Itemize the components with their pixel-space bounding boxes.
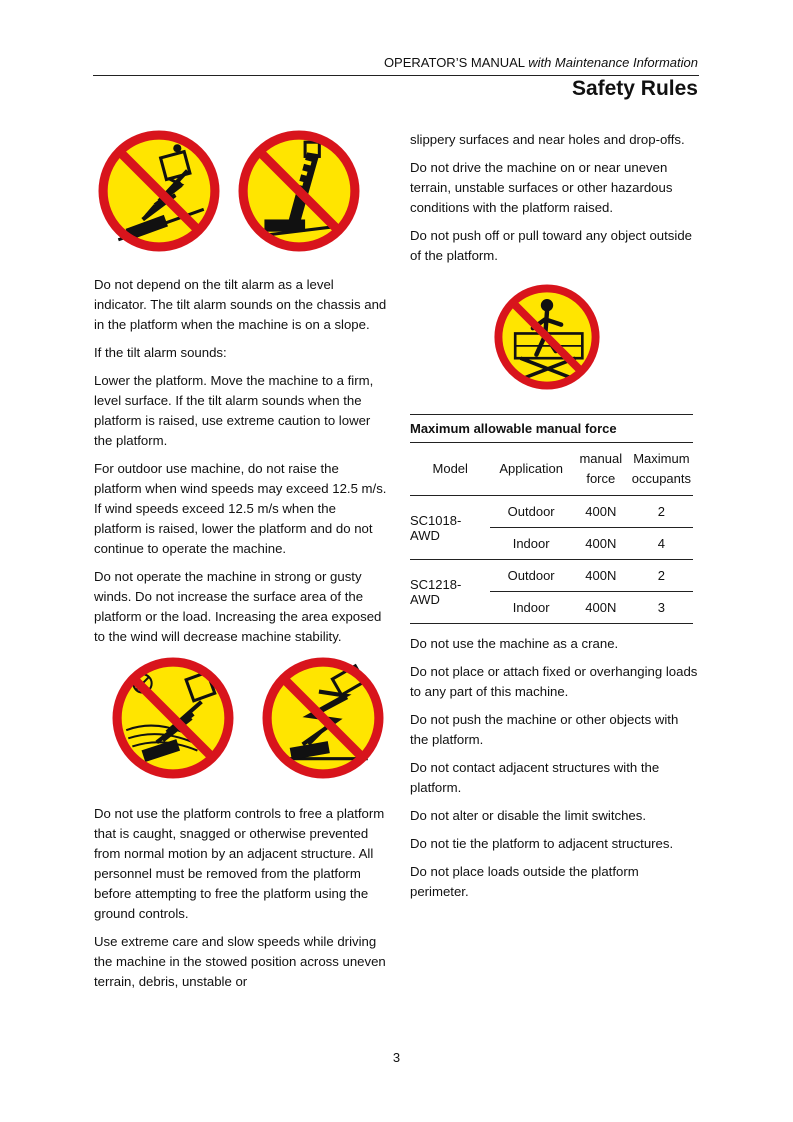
application-cell: Outdoor bbox=[490, 560, 571, 592]
occupants-cell: 2 bbox=[630, 496, 693, 528]
snagged-platform-paragraph: Do not use the platform controls to free a platform that is caught, snagged or otherwise prevented from normal motion by an adjacent structure. All personnel must be removed from the platform before attempting to free the platform using the ground controls. bbox=[94, 806, 385, 921]
model-cell: SC1218-AWD bbox=[410, 560, 490, 624]
application-cell: Indoor bbox=[490, 528, 571, 560]
uneven-terrain-paragraph: Do not drive the machine on or near uneven terrain, unstable surfaces or other hazardous conditions with the platform raised. bbox=[410, 160, 673, 215]
page-number: 3 bbox=[392, 1050, 401, 1065]
table-row bbox=[410, 496, 693, 528]
model-cell: SC1018-AWD bbox=[410, 496, 490, 560]
wind-warning-pictograms bbox=[112, 657, 387, 782]
tilt-warning-pictograms bbox=[98, 130, 387, 255]
manual-title-suffix: with Maintenance Information bbox=[528, 55, 698, 70]
col-occ-line1: Maximum bbox=[633, 451, 690, 466]
rule-crane: Do not use the machine as a crane. bbox=[410, 636, 619, 651]
wind-speed-paragraph: For outdoor use machine, do not raise the platform when wind speeds may exceed 12.5 m/s. If wind speeds exceed 12.5 m/s when the platform is raised, lower the platform and do not continue to operate the machine. bbox=[94, 461, 387, 556]
no-wind-operation-icon bbox=[112, 657, 234, 779]
application-cell: Outdoor bbox=[490, 496, 571, 528]
tilt-alarm-condition: If the tilt alarm sounds: bbox=[94, 345, 227, 360]
stowed-driving-paragraph: Use extreme care and slow speeds while driving the machine in the stowed position across uneven terrain, debris, unstable or bbox=[94, 934, 386, 989]
occupants-cell: 4 bbox=[630, 528, 693, 560]
left-column bbox=[94, 130, 387, 1000]
col-max-occupants bbox=[630, 443, 693, 496]
no-overload-icon bbox=[262, 657, 384, 779]
header-divider bbox=[93, 75, 699, 76]
tilt-alarm-action: Lower the platform. Move the machine to a firm, level surface. If the tilt alarm sounds when the platform is raised, use extreme caution to lower the platform. bbox=[94, 373, 374, 448]
push-pull-paragraph: Do not push off or pull toward any object outside of the platform. bbox=[410, 228, 692, 263]
col-force-line2: force bbox=[586, 471, 616, 486]
table-row bbox=[410, 560, 693, 592]
rule-no-pushing: Do not push the machine or other objects with the platform. bbox=[410, 712, 679, 747]
rule-overhanging-loads: Do not place or attach fixed or overhanging loads to any part of this machine. bbox=[410, 664, 698, 699]
table-header-row bbox=[410, 443, 693, 496]
force-cell: 400N bbox=[572, 528, 630, 560]
manual-force-table bbox=[410, 414, 693, 624]
no-tilted-lift-icon bbox=[98, 130, 220, 252]
tilt-alarm-paragraph: Do not depend on the tilt alarm as a level indicator. The tilt alarm sounds on the chassis and in the platform when the machine is on a slope. bbox=[94, 277, 387, 332]
rule-no-tying: Do not tie the platform to adjacent structures. bbox=[410, 836, 674, 851]
slippery-surfaces-paragraph: slippery surfaces and near holes and drop-offs. bbox=[410, 132, 685, 147]
occupants-cell: 2 bbox=[630, 560, 693, 592]
application-cell: Indoor bbox=[490, 592, 571, 624]
rule-adjacent-structures: Do not contact adjacent structures with the platform. bbox=[410, 760, 660, 795]
section-title: Safety Rules bbox=[571, 77, 698, 100]
col-occ-line2: occupants bbox=[631, 471, 691, 486]
manual-title-main: OPERATOR’S MANUAL bbox=[383, 55, 525, 70]
gusty-wind-paragraph: Do not operate the machine in strong or gusty winds. Do not increase the surface area of the platform or the load. Increasing the area exposed to the wind will decrease machine stability. bbox=[94, 569, 382, 644]
no-tilted-mast-icon bbox=[238, 130, 360, 252]
force-cell: 400N bbox=[572, 560, 630, 592]
table-caption: Maximum allowable manual force bbox=[410, 415, 693, 443]
col-manual-force bbox=[572, 443, 630, 496]
no-climbing-guardrail-icon bbox=[494, 284, 600, 390]
force-cell: 400N bbox=[572, 496, 630, 528]
manual-title bbox=[384, 55, 698, 70]
occupants-cell: 3 bbox=[630, 592, 693, 624]
right-column bbox=[410, 130, 700, 910]
rule-limit-switches: Do not alter or disable the limit switches. bbox=[410, 808, 647, 823]
col-model: Model bbox=[410, 443, 490, 496]
force-cell: 400N bbox=[572, 592, 630, 624]
rule-load-perimeter: Do not place loads outside the platform perimeter. bbox=[410, 864, 639, 899]
col-force-line1: manual bbox=[579, 451, 623, 466]
col-application: Application bbox=[490, 443, 571, 496]
